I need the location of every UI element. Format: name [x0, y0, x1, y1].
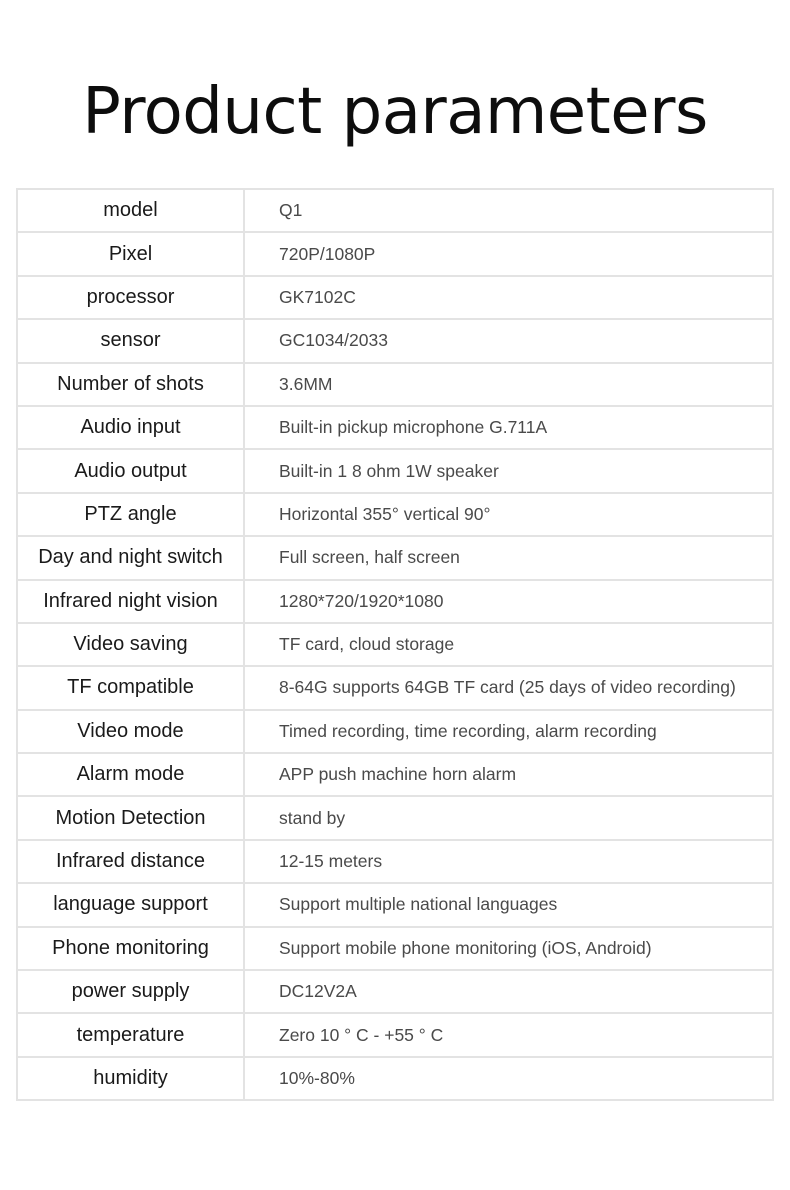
param-value: Support multiple national languages — [244, 883, 773, 926]
param-label: model — [17, 189, 244, 232]
param-value: 720P/1080P — [244, 232, 773, 275]
table-row — [17, 623, 773, 666]
parameters-table — [16, 188, 774, 1101]
param-label: Audio output — [17, 449, 244, 492]
param-label: Video mode — [17, 710, 244, 753]
param-label: Audio input — [17, 406, 244, 449]
param-value: Zero 10 ° C - +55 ° C — [244, 1013, 773, 1056]
param-value: 1280*720/1920*1080 — [244, 580, 773, 623]
table-row — [17, 796, 773, 839]
table-row — [17, 970, 773, 1013]
param-label: temperature — [17, 1013, 244, 1056]
param-value: 8-64G supports 64GB TF card (25 days of video recording) — [244, 666, 773, 709]
param-label: Phone monitoring — [17, 927, 244, 970]
param-label: Day and night switch — [17, 536, 244, 579]
param-label: processor — [17, 276, 244, 319]
table-row — [17, 883, 773, 926]
table-row — [17, 493, 773, 536]
table-row — [17, 710, 773, 753]
param-value: Support mobile phone monitoring (iOS, Android) — [244, 927, 773, 970]
table-row — [17, 363, 773, 406]
param-label: Infrared distance — [17, 840, 244, 883]
table-row — [17, 1057, 773, 1100]
param-value: Built-in pickup microphone G.711A — [244, 406, 773, 449]
param-value: GK7102C — [244, 276, 773, 319]
table-row — [17, 232, 773, 275]
page-title: Product parameters — [82, 75, 708, 149]
table-row — [17, 189, 773, 232]
table-row — [17, 927, 773, 970]
param-value: DC12V2A — [244, 970, 773, 1013]
param-value: 12-15 meters — [244, 840, 773, 883]
param-value: Horizontal 355° vertical 90° — [244, 493, 773, 536]
param-value: GC1034/2033 — [244, 319, 773, 362]
param-value: APP push machine horn alarm — [244, 753, 773, 796]
table-row — [17, 276, 773, 319]
param-label: PTZ angle — [17, 493, 244, 536]
param-value: 3.6MM — [244, 363, 773, 406]
param-label: Alarm mode — [17, 753, 244, 796]
param-label: TF compatible — [17, 666, 244, 709]
table-row — [17, 406, 773, 449]
param-label: sensor — [17, 319, 244, 362]
table-row — [17, 666, 773, 709]
param-value: stand by — [244, 796, 773, 839]
param-value: Built-in 1 8 ohm 1W speaker — [244, 449, 773, 492]
param-value: Timed recording, time recording, alarm recording — [244, 710, 773, 753]
param-value: TF card, cloud storage — [244, 623, 773, 666]
param-label: power supply — [17, 970, 244, 1013]
table-row — [17, 319, 773, 362]
param-value: Full screen, half screen — [244, 536, 773, 579]
table-row — [17, 449, 773, 492]
table-row — [17, 1013, 773, 1056]
param-label: Video saving — [17, 623, 244, 666]
table-row — [17, 536, 773, 579]
param-value: Q1 — [244, 189, 773, 232]
param-label: humidity — [17, 1057, 244, 1100]
table-row — [17, 580, 773, 623]
param-label: Motion Detection — [17, 796, 244, 839]
param-label: Pixel — [17, 232, 244, 275]
param-label: Infrared night vision — [17, 580, 244, 623]
table-row — [17, 840, 773, 883]
table-row — [17, 753, 773, 796]
param-label: language support — [17, 883, 244, 926]
param-value: 10%-80% — [244, 1057, 773, 1100]
param-label: Number of shots — [17, 363, 244, 406]
